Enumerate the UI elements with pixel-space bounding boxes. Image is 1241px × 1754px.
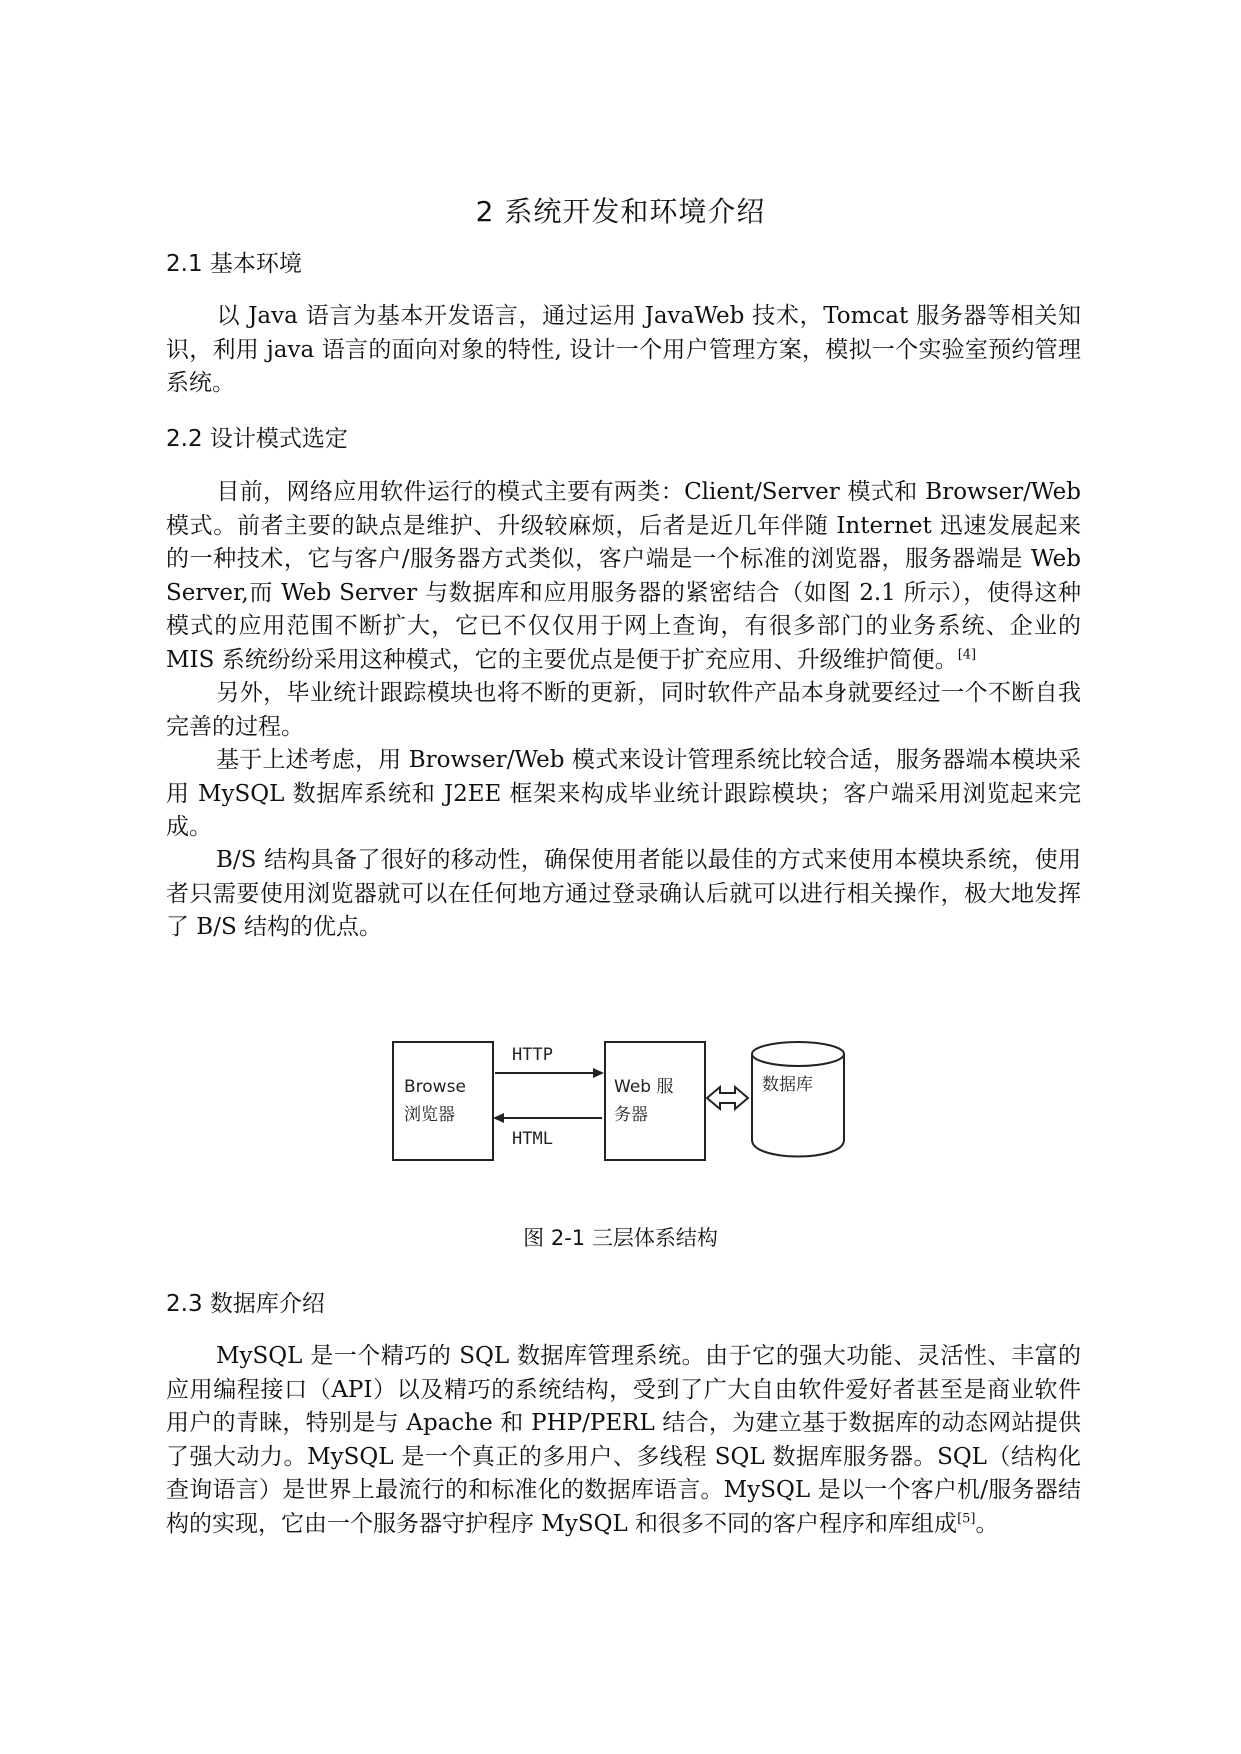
paragraph-consideration: 基于上述考虑，用 Browser/Web 模式来设计管理系统比较合适，服务器端本模块采用 MySQL 数据库系统和 J2EE 框架来构成毕业统计跟踪模块；客户端采用浏览起来完成。	[166, 747, 1081, 840]
citation-5: [5]	[957, 1510, 976, 1526]
database-cylinder-body	[752, 1054, 844, 1157]
database-label: 数据库	[762, 1075, 813, 1095]
web-server-label-line2: 务器	[614, 1105, 648, 1125]
paragraph-mode-intro: 目前，网络应用软件运行的模式主要有两类：Client/Server 模式和 Browser/Web 模式。前者主要的缺点是维护、升级较麻烦，后者是近几年伴随 Internet 迅速发展起来的一种技术，它与客户/服务器方式类似，客户端是一个标准的浏览器，服务器端是 Web Server,而 Web Server 与数据库和应用服务器的紧密结合（如图 2.1 所示），使得这种模式的应用范围不断扩大，它已不仅仅用于网上查询，有很多部门的业务系统、企业的 MIS 系统纷纷采用这种模式，它的主要优点是便于扩充应用、升级维护简便。[4]	[166, 479, 1081, 673]
paragraph-mysql-intro: MySQL 是一个精巧的 SQL 数据库管理系统。由于它的强大功能、灵活性、丰富的应用编程接口（API）以及精巧的系统结构，受到了广大自由软件爱好者甚至是商业软件用户的青睐，特别是与 Apache 和 PHP/PERL 结合，为建立基于数据库的动态网站提供了强大动力。MySQL 是一个真正的多用户、多线程 SQL 数据库服务器。SQL（结构化查询语言）是世界上最流行的和标准化的数据库语言。MySQL 是以一个客户机/服务器结构的实现，它由一个服务器守护程序 MySQL 和很多不同的客户程序和库组成[5]。	[166, 1343, 1081, 1537]
browser-label-line1: Browse	[404, 1077, 466, 1097]
browser-label-line2: 浏览器	[404, 1105, 455, 1125]
paragraph-update: 另外，毕业统计跟踪模块也将不断的更新，同时软件产品本身就要经过一个不断自我完善的过程。	[166, 680, 1081, 740]
three-tier-architecture-diagram	[392, 1040, 932, 1200]
section-heading-2-2: 2.2 设计模式选定	[166, 426, 348, 452]
web-server-label-line1: Web 服	[614, 1077, 674, 1097]
paragraph-basic-environment: 以 Java 语言为基本开发语言，通过运用 JavaWeb 技术，Tomcat 服务器等相关知识，利用 java 语言的面向对象的特性, 设计一个用户管理方案，模拟一个实验室预约管理系统。	[166, 303, 1081, 396]
double-arrow	[707, 1087, 748, 1109]
http-arrow-head	[593, 1068, 604, 1078]
http-label: HTTP	[512, 1045, 553, 1065]
web-server-box	[605, 1042, 705, 1160]
page-title: 2 系统开发和环境介绍	[475, 195, 766, 228]
section-heading-2-3: 2.3 数据库介绍	[166, 1291, 325, 1317]
database-cylinder-top	[752, 1042, 844, 1066]
section-heading-2-1: 2.1 基本环境	[166, 251, 302, 277]
browser-box	[393, 1042, 493, 1160]
citation-4: [4]	[957, 646, 977, 662]
html-arrow-head	[493, 1113, 504, 1123]
paragraph-bs-structure: B/S 结构具备了很好的移动性，确保使用者能以最佳的方式来使用本模块系统，使用者只需要使用浏览器就可以在任何地方通过登录确认后就可以进行相关操作，极大地发挥了 B/S 结构的优点。	[166, 847, 1081, 940]
html-label: HTML	[512, 1129, 553, 1149]
figure-caption: 图 2-1 三层体系结构	[523, 1226, 718, 1250]
